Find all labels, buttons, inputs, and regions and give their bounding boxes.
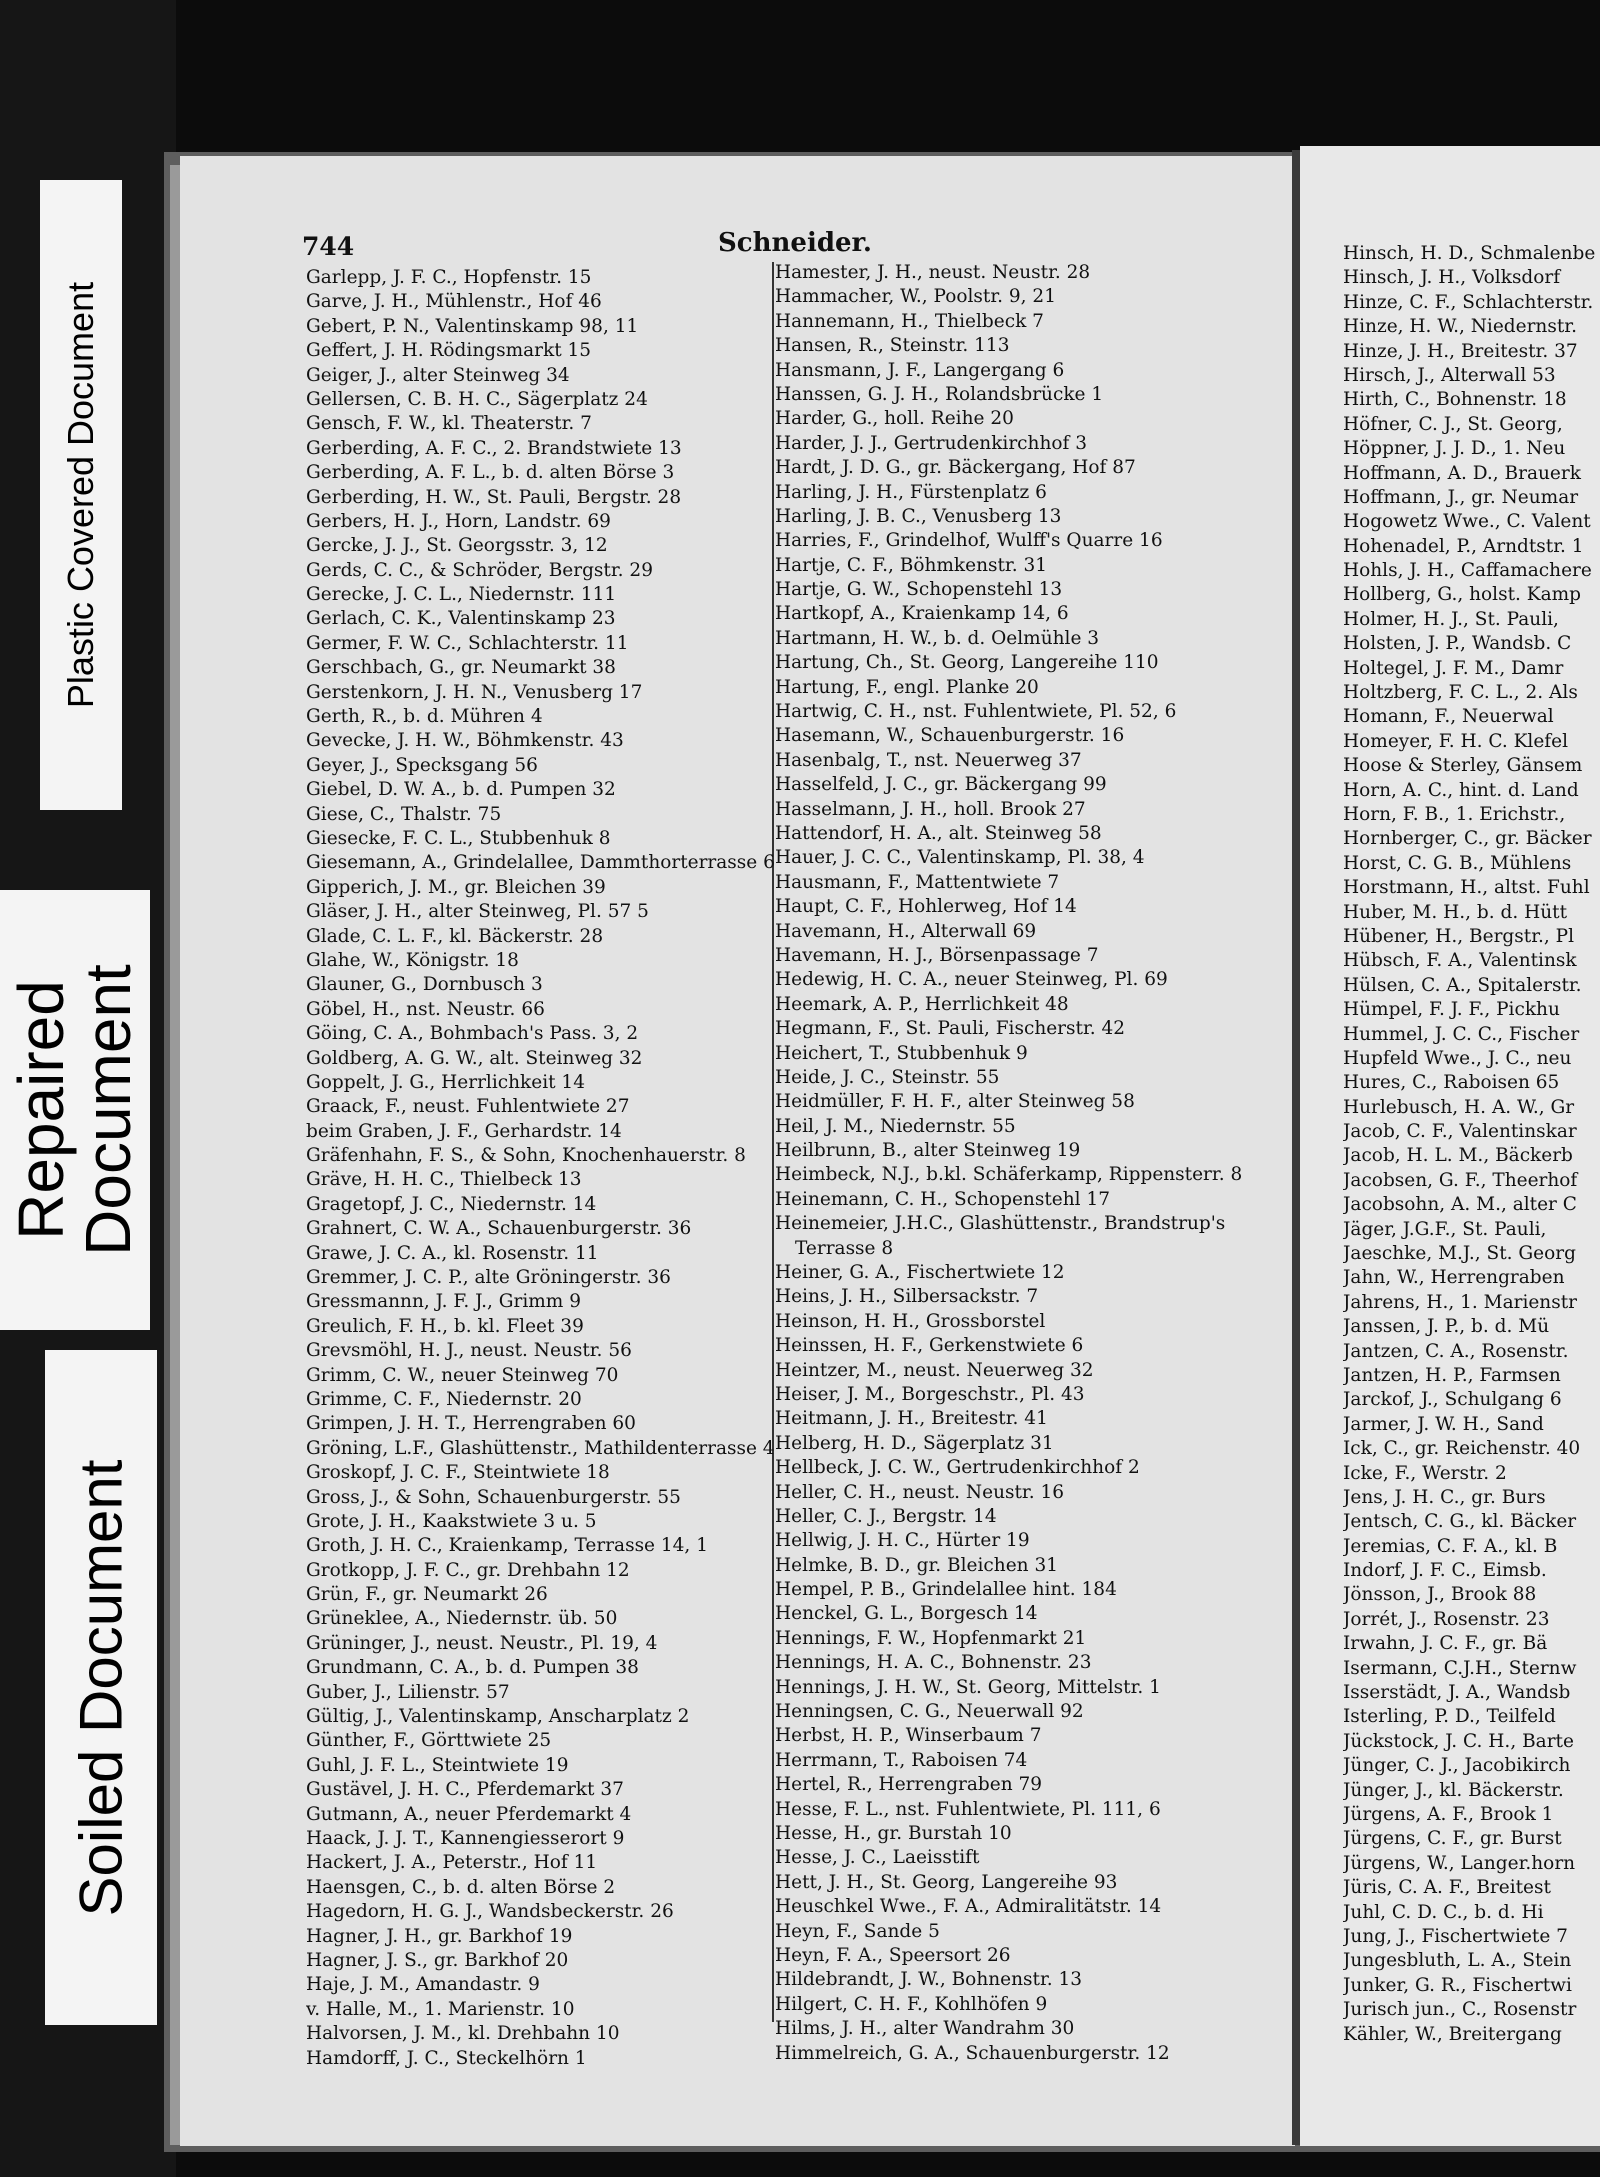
- directory-entry: Huber, M. H., b. d. Hütt: [1343, 901, 1568, 923]
- directory-entry: Göing, C. A., Bohmbach's Pass. 3, 2: [306, 1023, 639, 1045]
- directory-entry: Haensgen, C., b. d. alten Börse 2: [306, 1876, 616, 1898]
- directory-entry: Gerberding, A. F. C., 2. Brandstwiete 13: [306, 437, 682, 459]
- directory-entry: Herrmann, T., Raboisen 74: [775, 1749, 1028, 1771]
- directory-entry: Hagner, J. S., gr. Barkhof 20: [306, 1949, 569, 1971]
- directory-entry: Harder, J. J., Gertrudenkirchhof 3: [775, 432, 1087, 454]
- directory-entry: Haupt, C. F., Hohlerweg, Hof 14: [775, 896, 1077, 918]
- directory-entry: Halvorsen, J. M., kl. Drehbahn 10: [306, 2023, 620, 2045]
- directory-entry: Jarckof, J., Schulgang 6: [1343, 1389, 1562, 1411]
- directory-entry: Groth, J. H. C., Kraienkamp, Terrasse 14, 1: [306, 1535, 708, 1557]
- directory-entry: Gressmannn, J. F. J., Grimm 9: [306, 1291, 581, 1313]
- directory-entry: Hinsch, J. H., Volksdorf: [1343, 267, 1561, 289]
- stamp-plastic-covered: [40, 180, 122, 810]
- directory-entry: Horstmann, H., altst. Fuhl: [1343, 877, 1590, 899]
- directory-entry: Heil, J. M., Niedernstr. 55: [775, 1115, 1016, 1137]
- directory-entry: Jantzen, H. P., Farmsen: [1343, 1364, 1561, 1386]
- directory-entry: Jaeschke, M.J., St. Georg: [1343, 1243, 1576, 1265]
- directory-entry: Hoffmann, J., gr. Neumar: [1343, 486, 1579, 508]
- directory-entry: Hartung, Ch., St. Georg, Langereihe 110: [775, 652, 1159, 674]
- directory-entry: Hansen, R., Steinstr. 113: [775, 335, 1010, 357]
- directory-entry: Gutmann, A., neuer Pferdemarkt 4: [306, 1803, 632, 1825]
- directory-entry: Jurisch jun., C., Rosenstr: [1343, 1999, 1577, 2021]
- directory-entry: Gerstenkorn, J. H. N., Venusberg 17: [306, 681, 643, 703]
- directory-entry: Jürgens, W., Langer.horn: [1343, 1852, 1576, 1874]
- directory-entry: Hesse, F. L., nst. Fuhlentwiete, Pl. 111, 6: [775, 1798, 1161, 1820]
- directory-entry: Heinssen, H. F., Gerkenstwiete 6: [775, 1335, 1084, 1357]
- directory-entry: Havemann, H. J., Börsenpassage 7: [775, 944, 1099, 966]
- directory-entry: Jarmer, J. W. H., Sand: [1343, 1413, 1544, 1435]
- directory-entry: Hinze, H. W., Niedernstr.: [1343, 316, 1577, 338]
- directory-entry: Hoose & Sterley, Gänsem: [1343, 755, 1583, 777]
- directory-entry: Heller, C. J., Bergstr. 14: [775, 1505, 997, 1527]
- directory-entry: Juhl, C. D. C., b. d. Hi: [1343, 1901, 1544, 1923]
- directory-entry: Havemann, H., Alterwall 69: [775, 920, 1037, 942]
- directory-entry: Hannemann, H., Thielbeck 7: [775, 310, 1044, 332]
- directory-entry: Hardt, J. D. G., gr. Bäckergang, Hof 87: [775, 457, 1136, 479]
- directory-entry: Hagner, J. H., gr. Barkhof 19: [306, 1925, 573, 1947]
- directory-entry: Isterling, P. D., Teilfeld: [1343, 1706, 1556, 1728]
- directory-entry: Hummel, J. C. C., Fischer: [1343, 1023, 1580, 1045]
- directory-entry: Giebel, D. W. A., b. d. Pumpen 32: [306, 779, 616, 801]
- directory-entry: Hackert, J. A., Peterstr., Hof 11: [306, 1852, 598, 1874]
- directory-entry: Heller, C. H., neust. Neustr. 16: [775, 1481, 1065, 1503]
- directory-entry: Harling, J. H., Fürstenplatz 6: [775, 481, 1047, 503]
- directory-entry: Hinze, C. F., Schlachterstr.: [1343, 291, 1594, 313]
- directory-entry: Hertel, R., Herrengraben 79: [775, 1774, 1043, 1796]
- directory-entry: Heyn, F., Sande 5: [775, 1920, 940, 1942]
- directory-entry: Heintzer, M., neust. Neuerweg 32: [775, 1359, 1094, 1381]
- directory-entry: Janssen, J. P., b. d. Mü: [1343, 1316, 1550, 1338]
- directory-entry: Giesemann, A., Grindelallee, Dammthorterrasse 6: [306, 852, 775, 874]
- directory-entry: Gläser, J. H., alter Steinweg, Pl. 57 5: [306, 901, 649, 923]
- directory-entry: Hempel, P. B., Grindelallee hint. 184: [775, 1579, 1117, 1601]
- directory-entry: Heyn, F. A., Speersort 26: [775, 1944, 1011, 1966]
- directory-entry: Indorf, J. F. C., Eimsb.: [1343, 1560, 1547, 1582]
- directory-entry: Jentsch, C. G., kl. Bäcker: [1343, 1511, 1577, 1533]
- directory-entry: Hartkopf, A., Kraienkamp 14, 6: [775, 603, 1069, 625]
- directory-entry: Grüninger, J., neust. Neustr., Pl. 19, 4: [306, 1632, 658, 1654]
- directory-entry: Hesse, J. C., Laeisstift: [775, 1847, 980, 1869]
- directory-entry: Hausmann, F., Mattentwiete 7: [775, 871, 1060, 893]
- directory-entry: Gragetopf, J. C., Niedernstr. 14: [306, 1193, 597, 1215]
- directory-entry: Gensch, F. W., kl. Theaterstr. 7: [306, 413, 592, 435]
- directory-entry: Hesse, H., gr. Burstah 10: [775, 1823, 1012, 1844]
- directory-entry: Giesecke, F. C. L., Stubbenhuk 8: [306, 827, 611, 849]
- directory-entry: Grimm, C. W., neuer Steinweg 70: [306, 1364, 619, 1386]
- directory-entry: Hamester, J. H., neust. Neustr. 28: [775, 262, 1091, 283]
- directory-entry: Haje, J. M., Amandastr. 9: [306, 1974, 540, 1996]
- directory-entry: Jückstock, J. C. H., Barte: [1343, 1730, 1574, 1752]
- directory-entry: Guhl, J. F. L., Steintwiete 19: [306, 1754, 569, 1776]
- directory-entry: Greulich, F. H., b. kl. Fleet 39: [306, 1315, 584, 1337]
- directory-entry: Jacob, C. F., Valentinskar: [1343, 1121, 1577, 1143]
- directory-entry: Hirth, C., Bohnenstr. 18: [1343, 389, 1567, 411]
- directory-entry: Heilbrunn, B., alter Steinweg 19: [775, 1140, 1081, 1162]
- directory-entry: Göbel, H., nst. Neustr. 66: [306, 998, 545, 1020]
- directory-entry: Garlepp, J. F. C., Hopfenstr. 15: [306, 267, 592, 288]
- directory-entry: Grote, J. H., Kaakstwiete 3 u. 5: [306, 1510, 597, 1532]
- directory-entry: Grün, F., gr. Neumarkt 26: [306, 1584, 548, 1606]
- directory-entry: Gerecke, J. C. L., Niedernstr. 111: [306, 584, 617, 606]
- directory-entry: Horst, C. G. B., Mühlens: [1343, 852, 1572, 874]
- directory-entry: Grundmann, C. A., b. d. Pumpen 38: [306, 1657, 639, 1679]
- directory-entry: Hoffmann, A. D., Brauerk: [1343, 462, 1581, 484]
- directory-entry: Gross, J., & Sohn, Schauenburgerstr. 55: [306, 1486, 681, 1508]
- directory-entry: Geyer, J., Specksgang 56: [306, 754, 538, 776]
- directory-entry: beim Graben, J. F., Gerhardstr. 14: [306, 1120, 622, 1142]
- directory-entry: Grevsmöhl, H. J., neust. Neustr. 56: [306, 1340, 632, 1362]
- directory-entry: Hamdorff, J. C., Steckelhörn 1: [306, 2047, 587, 2069]
- directory-column-middle: [775, 261, 1295, 2066]
- directory-entry: Jeremias, C. F. A., kl. B: [1343, 1535, 1558, 1557]
- directory-entry: Gerth, R., b. d. Mühren 4: [306, 706, 543, 728]
- directory-entry: Holtzberg, F. C. L., 2. Als: [1343, 682, 1578, 704]
- directory-entry: Höfner, C. J., St. Georg,: [1343, 413, 1563, 435]
- directory-entry: Grotkopp, J. F. C., gr. Drehbahn 12: [306, 1559, 630, 1581]
- directory-entry: Hollberg, G., holst. Kamp: [1343, 584, 1581, 606]
- directory-entry: Hures, C., Raboisen 65: [1343, 1072, 1560, 1094]
- directory-entry: Geffert, J. H. Rödingsmarkt 15: [306, 340, 592, 362]
- stamp-text: Plastic Covered Document: [60, 281, 102, 709]
- directory-entry: Gröning, L.F., Glashüttenstr., Mathildenterrasse 4: [306, 1437, 775, 1459]
- directory-entry: Heiner, G. A., Fischertwiete 12: [775, 1262, 1065, 1284]
- directory-entry: Gremmer, J. C. P., alte Gröningerstr. 36: [306, 1267, 671, 1289]
- directory-entry: Jens, J. H. C., gr. Burs: [1343, 1486, 1546, 1508]
- directory-entry: Hohls, J. H., Caffamachere: [1343, 560, 1592, 582]
- stamp-soiled: [45, 1350, 157, 2025]
- directory-entry: Gevecke, J. H. W., Böhmkenstr. 43: [306, 730, 624, 752]
- directory-entry: Helberg, H. D., Sägerplatz 31: [775, 1432, 1054, 1454]
- directory-entry: Harling, J. B. C., Venusberg 13: [775, 505, 1062, 527]
- directory-entry: Hülsen, C. A., Spitalerstr.: [1343, 974, 1582, 996]
- directory-entry: Holsten, J. P., Wandsb. C: [1343, 633, 1572, 655]
- directory-entry: Henningsen, C. G., Neuerwall 92: [775, 1701, 1084, 1723]
- directory-entry: Isserstädt, J. A., Wandsb: [1343, 1682, 1571, 1704]
- directory-entry: Günther, F., Görttwiete 25: [306, 1730, 552, 1752]
- directory-entry: Hurlebusch, H. A. W., Gr: [1343, 1096, 1575, 1118]
- directory-entry: Giese, C., Thalstr. 75: [306, 803, 502, 825]
- directory-entry: Gercke, J. J., St. Georgsstr. 3, 12: [306, 535, 608, 557]
- directory-entry: Glade, C. L. F., kl. Bäckerstr. 28: [306, 925, 604, 947]
- directory-entry: Jürgens, C. F., gr. Burst: [1343, 1828, 1562, 1850]
- directory-entry: Gerschbach, G., gr. Neumarkt 38: [306, 657, 616, 679]
- directory-entry: Hattendorf, H. A., alt. Steinweg 58: [775, 822, 1102, 844]
- directory-entry: Glahe, W., Königstr. 18: [306, 949, 519, 971]
- directory-entry: Gräve, H. H. C., Thielbeck 13: [306, 1169, 582, 1191]
- directory-entry: Jüris, C. A. F., Breitest: [1343, 1877, 1551, 1899]
- directory-entry: Jönsson, J., Brook 88: [1343, 1584, 1537, 1606]
- directory-entry: Hammacher, W., Poolstr. 9, 21: [775, 286, 1056, 308]
- directory-entry: Goppelt, J. G., Herrlichkeit 14: [306, 1071, 585, 1093]
- directory-entry: Henckel, G. L., Borgesch 14: [775, 1603, 1038, 1625]
- directory-entry: Heinemann, C. H., Schopenstehl 17: [775, 1188, 1110, 1210]
- directory-entry: Gerds, C. C., & Schröder, Bergstr. 29: [306, 559, 653, 581]
- directory-entry: Hedewig, H. C. A., neuer Steinweg, Pl. 69: [775, 969, 1168, 991]
- directory-entry: Gräfenhahn, F. S., & Sohn, Knochenhauerstr. 8: [306, 1145, 746, 1167]
- directory-entry: Geiger, J., alter Steinweg 34: [306, 364, 570, 386]
- directory-entry: Hinsch, H. D., Schmalenbe: [1343, 243, 1596, 264]
- directory-entry: Hilms, J. H., alter Wandrahm 30: [775, 2018, 1075, 2040]
- directory-entry: Heinemeier, J.H.C., Glashüttenstr., Brandstrup's: [775, 1213, 1226, 1235]
- directory-entry: Hilgert, C. H. F., Kohlhöfen 9: [775, 1993, 1048, 2015]
- directory-entry: Hartje, G. W., Schopenstehl 13: [775, 579, 1063, 601]
- directory-entry: Heitmann, J. H., Breitestr. 41: [775, 1408, 1048, 1430]
- directory-entry: Ick, C., gr. Reichenstr. 40: [1343, 1438, 1581, 1460]
- directory-entry: Jacobsohn, A. M., alter C: [1343, 1194, 1577, 1216]
- directory-entry: Haack, J. J. T., Kannengiesserort 9: [306, 1828, 625, 1849]
- directory-column-right: [1343, 242, 1600, 2047]
- directory-entry: Jünger, C. J., Jacobikirch: [1343, 1755, 1571, 1777]
- directory-entry: Hanssen, G. J. H., Rolandsbrücke 1: [775, 383, 1104, 405]
- directory-entry: Harries, F., Grindelhof, Wulff's Quarre 16: [775, 530, 1163, 552]
- directory-entry: Hennings, J. H. W., St. Georg, Mittelstr. 1: [775, 1676, 1161, 1698]
- directory-entry: Guber, J., Lilienstr. 57: [306, 1681, 510, 1703]
- stamp-text: Repaired Document: [4, 964, 144, 1256]
- running-head: Schneider.: [718, 228, 872, 258]
- directory-entry: Hennings, F. W., Hopfenmarkt 21: [775, 1627, 1087, 1649]
- page-number: 744: [302, 232, 355, 261]
- directory-entry: Grüneklee, A., Niedernstr. üb. 50: [306, 1608, 618, 1630]
- directory-entry: Hartung, F., engl. Planke 20: [775, 676, 1039, 698]
- directory-entry: Hansmann, J. F., Langergang 6: [775, 359, 1065, 381]
- directory-entry: Hagedorn, H. G. J., Wandsbeckerstr. 26: [306, 1901, 674, 1923]
- directory-entry: Hett, J. H., St. Georg, Langereihe 93: [775, 1871, 1118, 1893]
- directory-entry: Jung, J., Fischertwiete 7: [1343, 1925, 1568, 1947]
- directory-entry: Gerberding, H. W., St. Pauli, Bergstr. 28: [306, 486, 682, 508]
- directory-entry: Homeyer, F. H. C. Klefel: [1343, 730, 1568, 752]
- directory-entry: Grawe, J. C. A., kl. Rosenstr. 11: [306, 1242, 599, 1264]
- directory-entry: Jahrens, H., 1. Marienstr: [1343, 1291, 1577, 1313]
- stamp-text: Soiled Document: [67, 1459, 135, 1916]
- directory-entry: Gerberding, A. F. L., b. d. alten Börse 3: [306, 462, 675, 484]
- directory-entry: Heimbeck, N.J., b.kl. Schäferkamp, Rippensterr. 8: [775, 1164, 1243, 1186]
- directory-entry: Goldberg, A. G. W., alt. Steinweg 32: [306, 1047, 643, 1069]
- directory-entry: Hasselfeld, J. C., gr. Bäckergang 99: [775, 774, 1107, 796]
- directory-entry: Gustävel, J. H. C., Pferdemarkt 37: [306, 1779, 624, 1801]
- directory-entry: Germer, F. W. C., Schlachterstr. 11: [306, 632, 629, 654]
- directory-entry: Herbst, H. P., Winserbaum 7: [775, 1725, 1042, 1747]
- directory-entry: Hartmann, H. W., b. d. Oelmühle 3: [775, 627, 1100, 649]
- directory-entry: Hauer, J. C. C., Valentinskamp, Pl. 38, 4: [775, 847, 1145, 869]
- directory-entry: Hasselmann, J. H., holl. Brook 27: [775, 798, 1086, 820]
- directory-entry: Irwahn, J. C. F., gr. Bä: [1343, 1633, 1548, 1655]
- directory-entry: Heinson, H. H., Grossborstel: [775, 1310, 1046, 1332]
- directory-entry: Heemark, A. P., Herrlichkeit 48: [775, 993, 1069, 1015]
- directory-entry: Horn, A. C., hint. d. Land: [1343, 779, 1579, 801]
- directory-entry: Grimme, C. F., Niedernstr. 20: [306, 1388, 582, 1410]
- directory-entry: Graack, F., neust. Fuhlentwiete 27: [306, 1096, 630, 1118]
- directory-entry: Hirsch, J., Alterwall 53: [1343, 364, 1556, 386]
- directory-entry: Homann, F., Neuerwal: [1343, 706, 1554, 728]
- directory-entry: Hübsch, F. A., Valentinsk: [1343, 950, 1577, 972]
- directory-entry: Holmer, H. J., St. Pauli,: [1343, 608, 1559, 630]
- directory-entry: Glauner, G., Dornbusch 3: [306, 974, 543, 996]
- directory-entry: Jantzen, C. A., Rosenstr.: [1343, 1340, 1569, 1362]
- directory-entry: Groskopf, J. C. F., Steintwiete 18: [306, 1462, 610, 1484]
- directory-entry: Höppner, J. J. D., 1. Neu: [1343, 438, 1566, 460]
- directory-entry: Gipperich, J. M., gr. Bleichen 39: [306, 876, 606, 898]
- directory-entry: Gellersen, C. B. H. C., Sägerplatz 24: [306, 388, 648, 410]
- directory-entry: Gültig, J., Valentinskamp, Anscharplatz 2: [306, 1706, 690, 1728]
- directory-entry: Hupfeld Wwe., J. C., neu: [1343, 1047, 1572, 1069]
- directory-entry: Jäger, J.G.F., St. Pauli,: [1343, 1218, 1547, 1240]
- directory-entry: Jünger, J., kl. Bäckerstr.: [1343, 1779, 1564, 1801]
- directory-entry: Harder, G., holl. Reihe 20: [775, 408, 1014, 430]
- directory-entry: Hellwig, J. H. C., Hürter 19: [775, 1530, 1030, 1552]
- directory-entry: v. Halle, M., 1. Marienstr. 10: [306, 1998, 575, 2020]
- directory-entry: Himmelreich, G. A., Schauenburgerstr. 12: [775, 2042, 1170, 2064]
- directory-entry: Hennings, H. A. C., Bohnenstr. 23: [775, 1652, 1092, 1674]
- directory-entry: Hegmann, F., St. Pauli, Fischerstr. 42: [775, 1018, 1126, 1040]
- directory-entry: Horn, F. B., 1. Erichstr.,: [1343, 803, 1566, 825]
- directory-entry: Gebert, P. N., Valentinskamp 98, 11: [306, 315, 639, 337]
- directory-entry: Gerlach, C. K., Valentinskamp 23: [306, 608, 616, 630]
- directory-entry: Hasemann, W., Schauenburgerstr. 16: [775, 725, 1125, 747]
- directory-entry: Holtegel, J. F. M., Damr: [1343, 657, 1564, 679]
- directory-entry: Hornberger, C., gr. Bäcker: [1343, 828, 1592, 850]
- directory-entry: Kähler, W., Breitergang: [1343, 2023, 1562, 2045]
- directory-entry: Hogowetz Wwe., C. Valent: [1343, 511, 1591, 533]
- directory-entry: Jahn, W., Herrengraben: [1343, 1267, 1565, 1289]
- directory-entry: Grimpen, J. H. T., Herrengraben 60: [306, 1413, 636, 1435]
- directory-entry: Junker, G. R., Fischertwi: [1343, 1974, 1572, 1996]
- directory-column-left: [306, 266, 776, 2071]
- directory-entry: Heidmüller, F. H. F., alter Steinweg 58: [775, 1091, 1135, 1113]
- directory-entry: Hartwig, C. H., nst. Fuhlentwiete, Pl. 52, 6: [775, 701, 1177, 723]
- directory-entry: Heuschkel Wwe., F. A., Admiralitätstr. 14: [775, 1896, 1162, 1918]
- directory-entry: Grahnert, C. W. A., Schauenburgerstr. 36: [306, 1218, 692, 1240]
- directory-entry: Hellbeck, J. C. W., Gertrudenkirchhof 2: [775, 1457, 1140, 1479]
- directory-entry: Hartje, C. F., Böhmkenstr. 31: [775, 554, 1048, 576]
- directory-entry: Jungesbluth, L. A., Stein: [1343, 1950, 1572, 1972]
- directory-entry: Icke, F., Werstr. 2: [1343, 1462, 1507, 1484]
- directory-entry: Terrasse 8: [795, 1237, 894, 1259]
- directory-entry: Jacobsen, G. F., Theerhof: [1343, 1169, 1578, 1191]
- stamp-repaired: [0, 890, 150, 1330]
- directory-entry: Helmke, B. D., gr. Bleichen 31: [775, 1554, 1058, 1576]
- directory-entry: Jürgens, A. F., Brook 1: [1343, 1804, 1554, 1825]
- directory-entry: Isermann, C.J.H., Sternw: [1343, 1657, 1577, 1679]
- directory-entry: Hübener, H., Bergstr., Pl: [1343, 925, 1575, 947]
- directory-entry: Heide, J. C., Steinstr. 55: [775, 1066, 1000, 1088]
- directory-entry: Hildebrandt, J. W., Bohnenstr. 13: [775, 1969, 1083, 1991]
- directory-entry: Jorrét, J., Rosenstr. 23: [1343, 1608, 1550, 1630]
- directory-entry: Heiser, J. M., Borgeschstr., Pl. 43: [775, 1383, 1085, 1405]
- directory-entry: Hasenbalg, T., nst. Neuerweg 37: [775, 749, 1082, 771]
- directory-entry: Jacob, H. L. M., Bäckerb: [1343, 1145, 1573, 1167]
- directory-entry: Gerbers, H. J., Horn, Landstr. 69: [306, 510, 611, 532]
- directory-entry: Hümpel, F. J. F., Pickhu: [1343, 999, 1560, 1021]
- directory-entry: Heichert, T., Stubbenhuk 9: [775, 1042, 1028, 1064]
- directory-entry: Hinze, J. H., Breitestr. 37: [1343, 340, 1578, 362]
- directory-entry: Garve, J. H., Mühlenstr., Hof 46: [306, 291, 602, 313]
- directory-entry: Hohenadel, P., Arndtstr. 1: [1343, 535, 1584, 557]
- directory-entry: Heins, J. H., Silbersackstr. 7: [775, 1286, 1039, 1308]
